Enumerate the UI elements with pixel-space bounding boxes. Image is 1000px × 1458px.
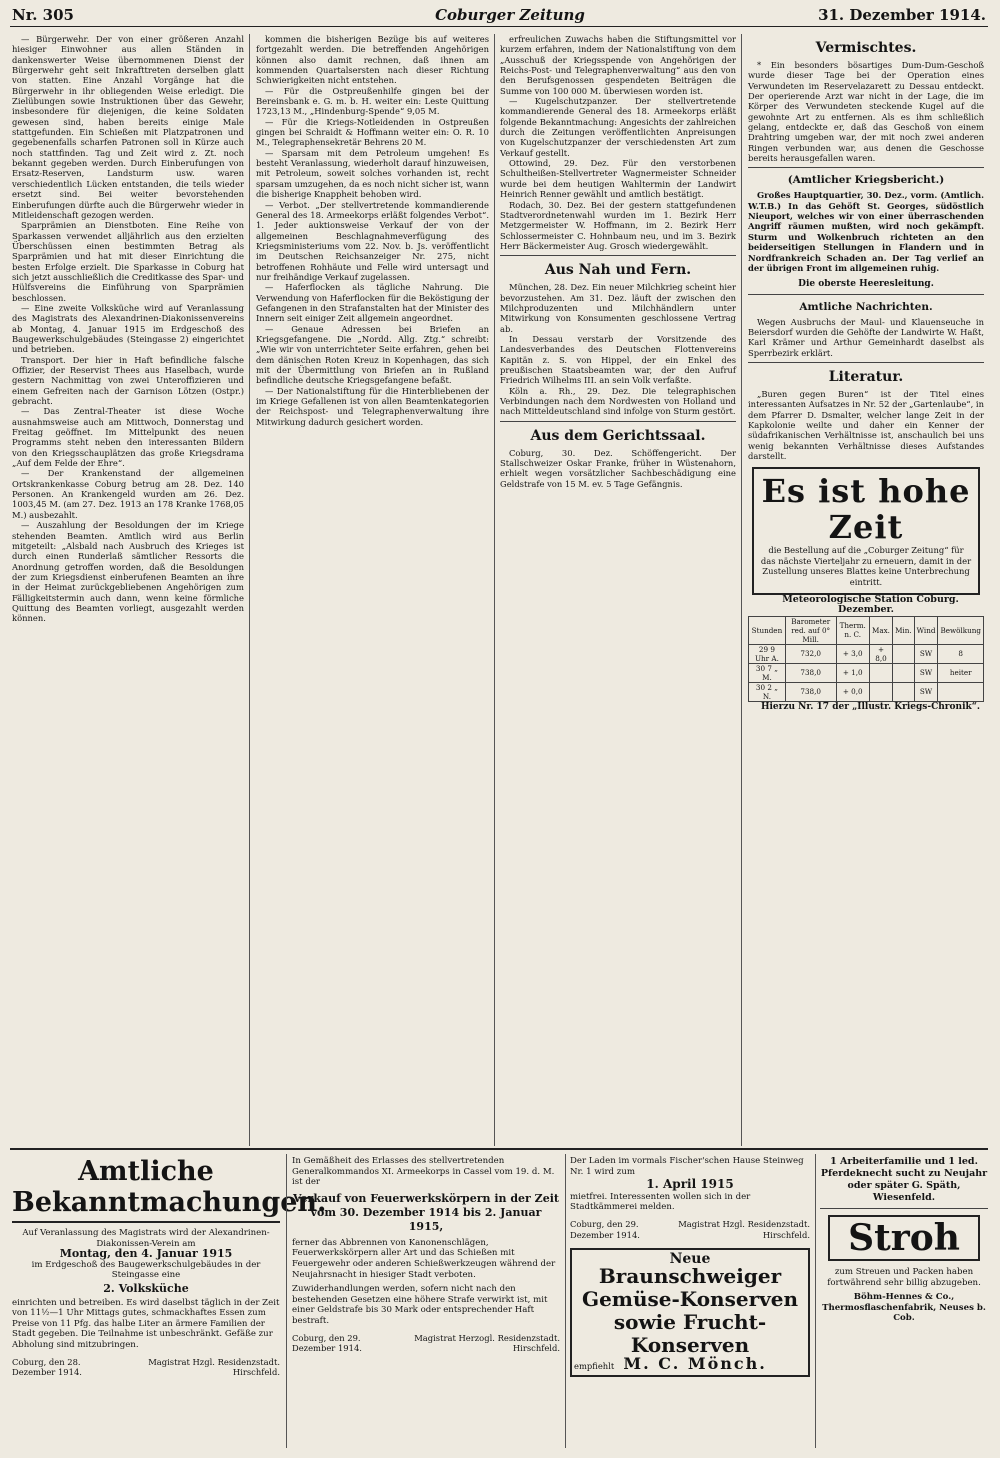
ad-text: ferner das Abbrennen von Kanonenschlägen, Feuerwerkskörpern aller Art und das Schießen mit Feuergewehr oder anderen Schießwerkzeugen während der Neujahrsnacht in hiesiger Stadt verboten. <box>292 1237 556 1280</box>
ad-line: Braunschweiger Gemüse-Konserven <box>581 1263 799 1311</box>
section-heading: Amtliche Nachrichten. <box>799 300 933 313</box>
table-header: Stunden <box>749 616 786 644</box>
ad-signature: Coburg, den 28. Dezember 1914. Magistrat Hzgl. Residenzstadt. Hirschfeld. <box>12 1356 280 1378</box>
column-1 <box>12 34 244 1139</box>
column-divider <box>494 34 495 1146</box>
issue-number: Nr. 305 <box>12 6 74 24</box>
ad-line: sowie Frucht-Konserven <box>613 1309 767 1357</box>
table-cell <box>893 682 915 701</box>
subscription-ad <box>752 467 980 595</box>
table-cell: SW <box>914 663 938 682</box>
article: — Für die Kriegs-Notleidenden in Ostpreußen gingen bei Schraidt & Hoffmann weiter ein: O. R. 10 M., Telegraphensekretär Behrens 20 M. <box>256 116 489 148</box>
signature: Die oberste Heeresleitung. <box>798 279 934 290</box>
ad-text: mietfrei. Interessenten wollen sich in der Stadtkämmerei melden. <box>570 1191 751 1213</box>
table-cell: 30 7 „ M. <box>749 663 786 682</box>
section-rule <box>500 255 736 256</box>
section-heading: Aus Nah und Fern. <box>544 262 692 279</box>
table-cell: + 0,0 <box>836 682 869 701</box>
table-header: Min. <box>893 616 915 644</box>
ad-text: die Bestellung auf die „Coburger Zeitung“ für das nächste Vierteljahr zu erneuern, damit in der Zustellung unseres Blattes keine Unterbrechung eintritt. <box>760 545 972 587</box>
article: — Auszahlung der Besoldungen der im Kriege stehenden Beamten. Amtlich wird aus Berlin mitgeteilt: „Alsbald nach Ausbruch des Krieges ist durch einen Runderlaß sämtlicher Ressorts die Anordnung getroffen worden, daß die Besoldungen der zum Kriegsdienst einberufenen Beamten an ihre in der Heimat zurückgebliebenen Angehörigen zum Fälligkeitstermin auch dann, wenn keine förmliche Quittung des Beamten vorliegt, ausgezahlt werden können. <box>12 520 244 624</box>
section-heading: Literatur. <box>828 368 904 385</box>
table-header: Therm. n. C. <box>836 616 869 644</box>
ad-text: Auf Veranlassung des Magistrats wird der Alexandrinen-Diakonissen-Verein am <box>22 1228 270 1249</box>
section-heading: (Amtlicher Kriegsbericht.) <box>787 174 945 187</box>
ad-text: In Gemäßheit des Erlasses des stellvertretenden Generalkommandos XI. Armeekorps in Cassel vom 19. d. M. ist der <box>292 1156 555 1188</box>
ad-heading: Stroh <box>828 1215 980 1261</box>
article: Sparprämien an Dienstboten. Eine Reihe von Sparkassen verwendet alljährlich aus den erzielten Überschüssen einen bestimmten Betrag als Sparprämien und hat mit dieser Einrichtung die besten Erfolge erzielt. Die Sparkasse in Coburg hat sich jetzt ausschließlich die Creditkasse des Spar- und Hülfsvereins die Einführung von Sparprämien beschlossen. <box>12 220 244 303</box>
table-header-row <box>749 616 984 644</box>
table-header: Wind <box>914 616 938 644</box>
article: — Haferflocken als tägliche Nahrung. Die Verwendung von Haferflocken für die Beköstigung der Gefangenen in den Strafanstalten hat der Minister des Innern seit einiger Zeit allgemein angeordnet. <box>256 282 489 324</box>
article: * Ein besonders bösartiges Dum-Dum-Geschoß wurde dieser Tage bei der Operation eines Verwundeten im Reservelazarett zu Dessau entdeckt. Der operierende Arzt war nicht in der Lage, die im Körper des Verwundeten steckende Kugel auf die gewohnte Art zu entfernen. Als es ihm schließlich gelang, entdeckte er, daß das Geschoß von einem Drahtring umgeben war, der mit noch zwei anderen Ringen verbunden war, aus denen die Geschosse bereits herausgefallen waren. <box>748 60 984 164</box>
ad-text: einrichten und betreiben. Es wird daselbst täglich in der Zeit von 11½—1 Uhr Mittags gutes, schmackhaftes Essen zum Preise von 11 Pfg. das halbe Liter an ärmere Familien der Stadt gegeben. Die Teilnahme ist unbeschränkt. Gefäße zur Abholung sind mitzubringen. <box>12 1297 280 1350</box>
article: — Bürgerwehr. Der von einer größeren Anzahl hiesiger Einwohner aus allen Ständen in dankenswerter Weise übernommenen Dienst der Bürgerwehr geht seit Inkrafttreten derselben glatt von statten. Eine Anzahl Vorgänge hat die Bürgerwehr in ihr obliegenden Weise erledigt. Die Zielübungen sowie Instruktionen über das Gewehr, insbesondere für diejenigen, die keine Soldaten gewesen sind, haben bereits einige Male stattgefunden. Ein Schießen mit Platzpatronen und gegebenenfalls scharfen Patronen soll in Kürze auch noch stattfinden. Tag und Zeit wird z. Zt. noch bekannt gegeben werden. Durch Einberufungen von Ersatz-Reserven, Landsturm usw. waren verschiedentlich Lücken entstanden, die teils wieder ersetzt sind. Bei weiter bevorstehenden Einberufungen dürfte auch die Bürgerwehr wieder in Mitleidenschaft gezogen werden. <box>12 34 244 220</box>
table-header: Barometer red. auf 0° Mill. <box>785 616 836 644</box>
ad-footer: empfiehlt M. C. Mönch. <box>574 1353 767 1373</box>
newspaper-title: Coburger Zeitung <box>435 6 585 24</box>
article: Großes Hauptquartier, 30. Dez., vorm. (Amtlich. W.T.B.) In das Gehöft St. Georges, südöstlich Nieuport, welches wir von einer überraschenden Angriff räumen mußten, wird noch gekämpft. Sturm und Wolkenbruch richteten an den beiderseitigen Stellungen in Flandern und in Nordfrankreich Schaden an. Der Tag verlief an der übrigen Front im allgemeinen ruhig. <box>748 190 984 273</box>
section-heading: Vermischtes. <box>815 40 917 56</box>
shop-name: M. C. Mönch. <box>623 1353 767 1373</box>
table-cell: SW <box>914 644 938 663</box>
table-cell: + 8,0 <box>869 644 892 663</box>
column-divider <box>741 34 742 1146</box>
article: Wegen Ausbruchs der Maul- und Klauenseuche in Beiersdorf wurden die Gehöfte der Landwirte W. Haßt, Karl Krämer und Arthur Gemeinhardt daselbst als Sperrbezirk erklärt. <box>748 316 984 358</box>
article: — Genaue Adressen bei Briefen an Kriegsgefangene. Die „Nordd. Allg. Ztg.“ schreibt: „Wie wir von unterrichteter Seite erfahren, gehen bei dem dänischen Roten Kreuz in Kopenhagen, das sich mit der Übermittlung von Briefen an in Rußland befindliche deutsche Kriegsgefangene befaßt. <box>256 323 489 386</box>
column-divider <box>249 34 250 1146</box>
table-cell <box>938 682 984 701</box>
section-rule <box>748 362 984 363</box>
table-cell: + 1,0 <box>836 663 869 682</box>
konserven-ad <box>570 1248 810 1377</box>
ad-signature: Coburg, den 29. Dezember 1914. Magistrat Hzgl. Residenzstadt. Hirschfeld. <box>570 1218 810 1240</box>
article: Köln a. Rh., 29. Dez. Die telegraphischen Verbindungen nach dem Nordwesten von Holland und nach Mitteldeutschland sind infolge von Sturm gestört. <box>500 385 736 417</box>
column-2 <box>256 34 489 1139</box>
table-cell: 732,0 <box>785 644 836 663</box>
table-cell: heiter <box>938 663 984 682</box>
table-cell <box>869 682 892 701</box>
article: Ottowind, 29. Dez. Für den verstorbenen Schultheißen-Stellvertreter Wagnermeister Schneider wurde bei dem heutigen Wahltermin der Landwirt Heinrich Renner gewählt und amtlich bestätigt. <box>500 158 736 200</box>
article: erfreulichen Zuwachs haben die Stiftungsmittel vor kurzem erfahren, indem der Nationalstiftung von dem „Ausschuß der Kriegsspende von Angehörigen der Reichs-Post- und Telegraphenverwaltung“ aus den von den Berufsgenossen gespendeten Beiträgen die Summe von 100 000 M. überwiesen worden ist. <box>500 34 736 96</box>
ad-heading: Amtliche Bekanntmachungen. <box>12 1156 280 1223</box>
ad-divider <box>286 1154 287 1448</box>
issue-date: 31. Dezember 1914. <box>818 6 986 24</box>
table-row <box>749 663 984 682</box>
table-row <box>749 644 984 663</box>
ad-text: Der Laden im vormals Fischer'schen Hause Steinweg Nr. 1 wird zum <box>570 1156 804 1177</box>
article: — Sparsam mit dem Petroleum umgehen! Es besteht Veranlassung, wiederholt darauf hinzuweisen, mit Petroleum, soweit solches vorhanden ist, recht sparsam umzugehen, da es noch nicht sicher ist, wann die bisherige Knappheit behoben wird. <box>256 147 489 200</box>
ad-divider <box>565 1154 566 1448</box>
ad-subheading: 2. Volksküche <box>103 1281 189 1295</box>
table-cell <box>893 663 915 682</box>
ad-emphasis: Verkauf von Feuerwerkskörpern in der Zeit vom 30. Dezember 1914 bis 2. Januar 1915, <box>293 1191 559 1233</box>
section-rule <box>748 294 984 295</box>
article: — Das Zentral-Theater ist diese Woche ausnahmsweise auch am Mittwoch, Donnerstag und Freitag geöffnet. Im Mittelpunkt des neuen Programms steht neben den interessanten Bildern von den Kriegsschauplätzen das große Kriegsdrama „Auf dem Felde der Ehre“. <box>12 406 244 469</box>
article: München, 28. Dez. Ein neuer Milchkrieg scheint hier bevorzustehen. Am 31. Dez. läuft der zwischen den Milchproduzenten und Milchhändlern unter Mitwirkung von Konsumenten geschlossene Vertrag ab. <box>500 282 736 334</box>
article: Transport. Der hier in Haft befindliche falsche Offizier, der Reservist Thees aus Haselbach, wurde gestern Nachmittag von zwei Unteroffizieren und einem Gefreiten nach der Garnison Lötzen (Ostpr.) gebracht. <box>12 354 244 407</box>
ad-title: Es ist hohe Zeit <box>761 472 971 547</box>
article: „Buren gegen Buren“ ist der Titel eines interessanten Aufsatzes in Nr. 52 der „Gartenlaube“, in dem Pfarrer D. Dsmalter, welcher lange Zeit in der Kapkolonie weilte und daher ein Kenner der südafrikanischen Verhältnisse ist, anschaulich bei uns wenig bekannten Verhältnisse dieses Aufstandes darstellt. <box>748 388 984 461</box>
fireworks-ban-ad <box>292 1156 560 1446</box>
table-row <box>749 682 984 701</box>
shop-rental-ad <box>570 1156 810 1446</box>
section-rule <box>748 167 984 168</box>
ad-rule <box>820 1208 988 1209</box>
article: — Der Nationalstiftung für die Hinterbliebenen der im Kriege Gefallenen ist von allen Beamtenkategorien der Reichspost- und Telegraphenverwaltung ihre Mitwirkung dadurch gesichert worden. <box>256 385 489 427</box>
ad-date: 1. April 1915 <box>646 1177 734 1192</box>
supplement-note: Hierzu Nr. 17 der „Illustr. Kriegs-Chronik“. <box>760 701 981 712</box>
table-cell <box>893 644 915 663</box>
article: — Eine zweite Volksküche wird auf Veranlassung des Magistrats des Alexandrinen-Diakonissenvereins ab Montag, 4. Januar 1915 im Erdgeschoß des Baugewerkschulgebäudes (Steingasse 2) eingerichtet und betrieben. <box>12 302 244 355</box>
article: — Kugelschutzpanzer. Der stellvertretende kommandierende General des 18. Armeekorps erläßt folgende Bekanntmachung: Angesichts der zahlreichen durch die Zeitungen veröffentlichten Anpreisungen von Kugelschutzpanzer der verschiedensten Art zum Verkauf gestellt. <box>500 96 736 158</box>
article: In Dessau verstarb der Vorsitzende des Landesverbandes des Deutschen Flottenvereins Kapitän z. S. von Hippel, der ein Enkel des preußischen Staatsbeamten war, der den Aufruf Friedrich Wilhelms III. an sein Volk verfaßte. <box>500 333 736 386</box>
table-header: Max. <box>869 616 892 644</box>
column-3 <box>500 34 736 1139</box>
ad-firm: Böhm-Hennes & Co., Thermosflaschenfabrik, Neuses b. Cob. <box>822 1292 986 1324</box>
ad-line: Neue <box>669 1251 711 1268</box>
table-cell: + 3,0 <box>836 644 869 663</box>
table-header: Bewölkung <box>938 616 984 644</box>
table-cell: SW <box>914 682 938 701</box>
section-rule <box>500 421 736 422</box>
official-notice-ad <box>12 1156 327 1446</box>
section-heading: Aus dem Gerichtssaal. <box>530 427 706 444</box>
ad-text: 1 Arbeiterfamilie und 1 led. Pferdeknecht sucht zu Neujahr oder später G. Späth, Wiesenfeld. <box>820 1156 988 1203</box>
article: — Verbot. „Der stellvertretende kommandierende General des 18. Armeekorps erläßt folgendes Verbot“. 1. Jeder auktionsweise Verkauf der von der allgemeinen Beschlagnahmeverfügung des Kriegsministeriums vom 22. Nov. b. Js. veröffentlicht im Deutschen Reichsanzeiger Nr. 275, nicht betroffenen Rohhäute und Felle wird untersagt und nur freihändige Verkauf zugelassen. <box>256 199 489 282</box>
table-cell: 738,0 <box>785 663 836 682</box>
advertisement-row <box>10 1148 988 1452</box>
table-cell: 8 <box>938 644 984 663</box>
table-cell: 738,0 <box>785 682 836 701</box>
ad-text: Zuwiderhandlungen werden, sofern nicht nach den bestehenden Gesetzen eine höhere Strafe verwirkt ist, mit einer Geldstrafe bis 30 Mark oder entsprechender Haft bestraft. <box>292 1284 548 1326</box>
article: — Für die Ostpreußenhilfe gingen bei der Bereinsbank e. G. m. b. H. weiter ein: Leste Quittung 1723,13 M., „Hindenburg-Spende“ 9,05 M. <box>256 85 489 117</box>
weather-table <box>748 616 984 702</box>
table-cell <box>869 663 892 682</box>
column-4 <box>748 34 984 1139</box>
ad-signature: Coburg, den 29. Dezember 1914. Magistrat Herzogl. Residenzstadt. Hirschfeld. <box>292 1332 560 1354</box>
table-cell: 30 2 „ N. <box>749 682 786 701</box>
ad-text: im Erdgeschoß des Baugewerkschulgebäudes in der Steingasse eine <box>31 1259 261 1281</box>
ad-text: zum Streuen und Packen haben fortwährend sehr billig abzugeben. <box>827 1267 981 1288</box>
ad-divider <box>815 1154 816 1448</box>
article: Rodach, 30. Dez. Bei der gestern stattgefundenen Stadtverordnetenwahl wurden im 1. Bezirk Herr Metzgermeister W. Hoffmann, im 2. Bezirk Herr Schlossermeister C. Hohnbaum neu, und im 3. Bezirk Herr Bäckermeister Aug. Grosch wiedergewählt. <box>500 199 736 251</box>
weather-title: Meteorologische Station Coburg. Dezember. <box>782 593 959 616</box>
article: Coburg, 30. Dez. Schöffengericht. Der Stallschweizer Oskar Franke, früher in Wüstenahorn, erhielt wegen vorsätzlicher Sachbeschädigung eine Geldstrafe von 15 M. ev. 5 Tage Gefängnis. <box>500 447 736 489</box>
masthead <box>10 6 988 27</box>
straw-ad <box>820 1156 988 1446</box>
ad-date: Montag, den 4. Januar 1915 <box>59 1247 233 1261</box>
article: kommen die bisherigen Bezüge bis auf weiteres fortgezahlt werden. Die betreffenden Angehörigen können also damit rechnen, daß ihnen am kommenden Quartalsersten nach dieser Richtung Schwierigkeiten nicht entstehen. <box>256 34 489 86</box>
article: — Der Krankenstand der allgemeinen Ortskrankenkasse Coburg betrug am 28. Dez. 140 Personen. An Krankengeld wurden am 26. Dez. 1003,45 M. (am 27. Dez. 1913 an 178 Kranke 1768,05 M.) ausbezahlt. <box>12 468 244 520</box>
table-cell: 29 9 Uhr A. <box>749 644 786 663</box>
